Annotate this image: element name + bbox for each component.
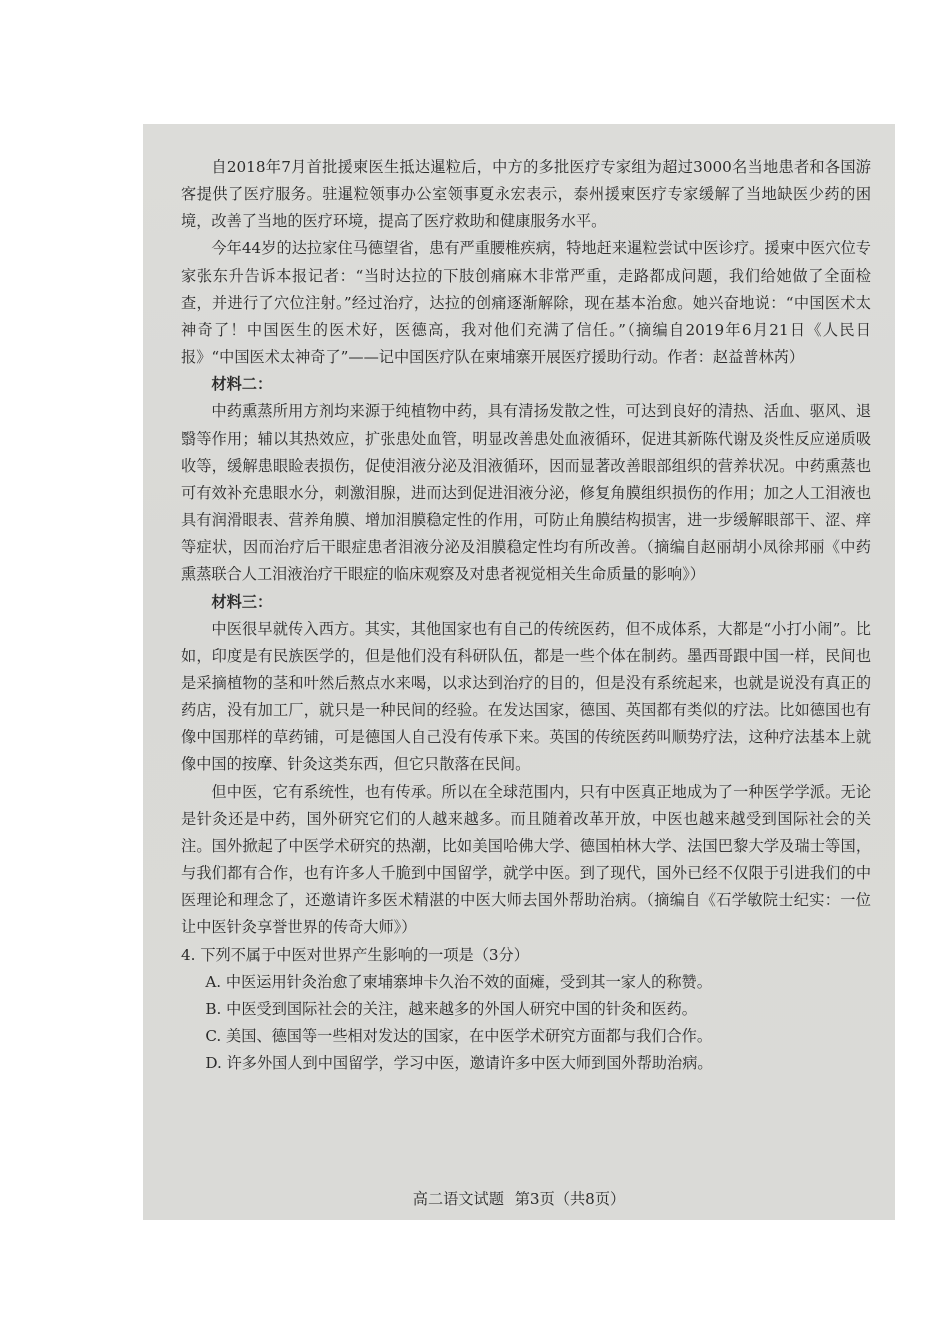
question-4-option-a: A. 中医运用针灸治愈了柬埔寨坤卡久治不效的面瘫，受到其一家人的称赞。 [205, 972, 712, 991]
exam-page [143, 124, 895, 1220]
material-one-paragraph-2: 今年44岁的达拉家住马德望省，患有严重腰椎疾病，特地赶来暹粒尝试中医诊疗。援柬中医穴位专家张东升告诉本报记者：“当时达拉的下肢创痛麻木非常严重，走路都成问题，我们给她做了全面检查，并进行了穴位注射。”经过治疗，达拉的创痛逐渐解除，现在基本治愈。她兴奋地说：“中国医术太神奇了！中国医生的医术好，医德高，我对他们充满了信任。”（摘编自2019年6月21日《人民日报》“中国医术太神奇了”——记中国医疗队在柬埔寨开展医疗援助行动。作者：赵益普林芮） [181, 239, 871, 367]
question-4-option-b: B. 中医受到国际社会的关注，越来越多的外国人研究中国的针灸和医药。 [205, 999, 697, 1018]
material-two-paragraph: 中药熏蒸所用方剂均来源于纯植物中药，具有清扬发散之性，可达到良好的清热、活血、驱风、退翳等作用；辅以其热效应，扩张患处血管，明显改善患处血液循环，促进其新陈代谢及炎性反应递质吸收等，缓解患眼睑表损伤，促使泪液分泌及泪液循环，因而显著改善眼部组织的营养状况。中药熏蒸也可有效补充患眼水分，刺激泪腺，进而达到促进泪液分泌，修复角膜组织损伤的作用；加之人工泪液也具有润滑眼表、营养角膜、增加泪膜稳定性的作用，可防止角膜结构损害，进一步缓解眼部干、涩、痒等症状，因而治疗后干眼症患者泪液分泌及泪膜稳定性均有所改善。（摘编自赵丽胡小凤徐邦丽《中药熏蒸联合人工泪液治疗干眼症的临床观察及对患者视觉相关生命质量的影响》） [181, 402, 871, 584]
page-footer: 高二语文试题 第3页（共8页） [412, 1190, 626, 1208]
material-two-heading: 材料二： [211, 375, 273, 394]
question-4-option-d: D. 许多外国人到中国留学，学习中医，邀请许多中医大师到国外帮助治病。 [205, 1054, 713, 1073]
material-one-paragraph-1: 自2018年7月首批援柬医生抵达暹粒后，中方的多批医疗专家组为超过3000名当地患者和各国游客提供了医疗服务。驻暹粒领事办公室领事夏永宏表示，泰州援柬医疗专家缓解了当地缺医少药的困境，改善了当地的医疗环境，提高了医疗救助和健康服务水平。 [181, 158, 871, 231]
question-4-option-c: C. 美国、德国等一些相对发达的国家，在中医学术研究方面都与我们合作。 [205, 1027, 713, 1045]
material-three-heading: 材料三： [211, 592, 273, 611]
material-three-paragraph-1: 中医很早就传入西方。其实，其他国家也有自己的传统医药，但不成体系，大都是“小打小闹”。比如，印度是有民族医学的，但是他们没有科研队伍，都是一些个体在制药。墨西哥跟中国一样，民间也是采摘植物的茎和叶然后熬点水来喝，以求达到治疗的目的，但是没有系统起来，也就是说没有真正的药店，没有加工厂，就只是一种民间的经验。在发达国家，德国、英国都有类似的疗法。比如德国也有像中国那样的草药铺，可是德国人自己没有传承下来。英国的传统医药叫顺势疗法，这种疗法基本上就像中国的按摩、针灸这类东西，但它只散落在民间。 [181, 619, 871, 774]
material-three-paragraph-2: 但中医，它有系统性，也有传承。所以在全球范围内，只有中医真正地成为了一种医学学派。无论是针灸还是中药，国外研究它们的人越来越多。而且随着改革开放，中医也越来越受到国际社会的关注。国外掀起了中医学术研究的热潮，比如美国哈佛大学、德国柏林大学、法国巴黎大学及瑞士等国，与我们都有合作，也有许多人千脆到中国留学，就学中医。到了现代，国外已经不仅限于引进我们的中医理论和理念了，还邀请许多医术精湛的中医大师去国外帮助治病。（摘编自《石学敏院士纪实：一位让中医针灸享誉世界的传奇大师》） [181, 782, 871, 937]
question-4-stem: 4. 下列不属于中医对世界产生影响的一项是（3分） [181, 945, 529, 964]
page-content [181, 154, 871, 1077]
